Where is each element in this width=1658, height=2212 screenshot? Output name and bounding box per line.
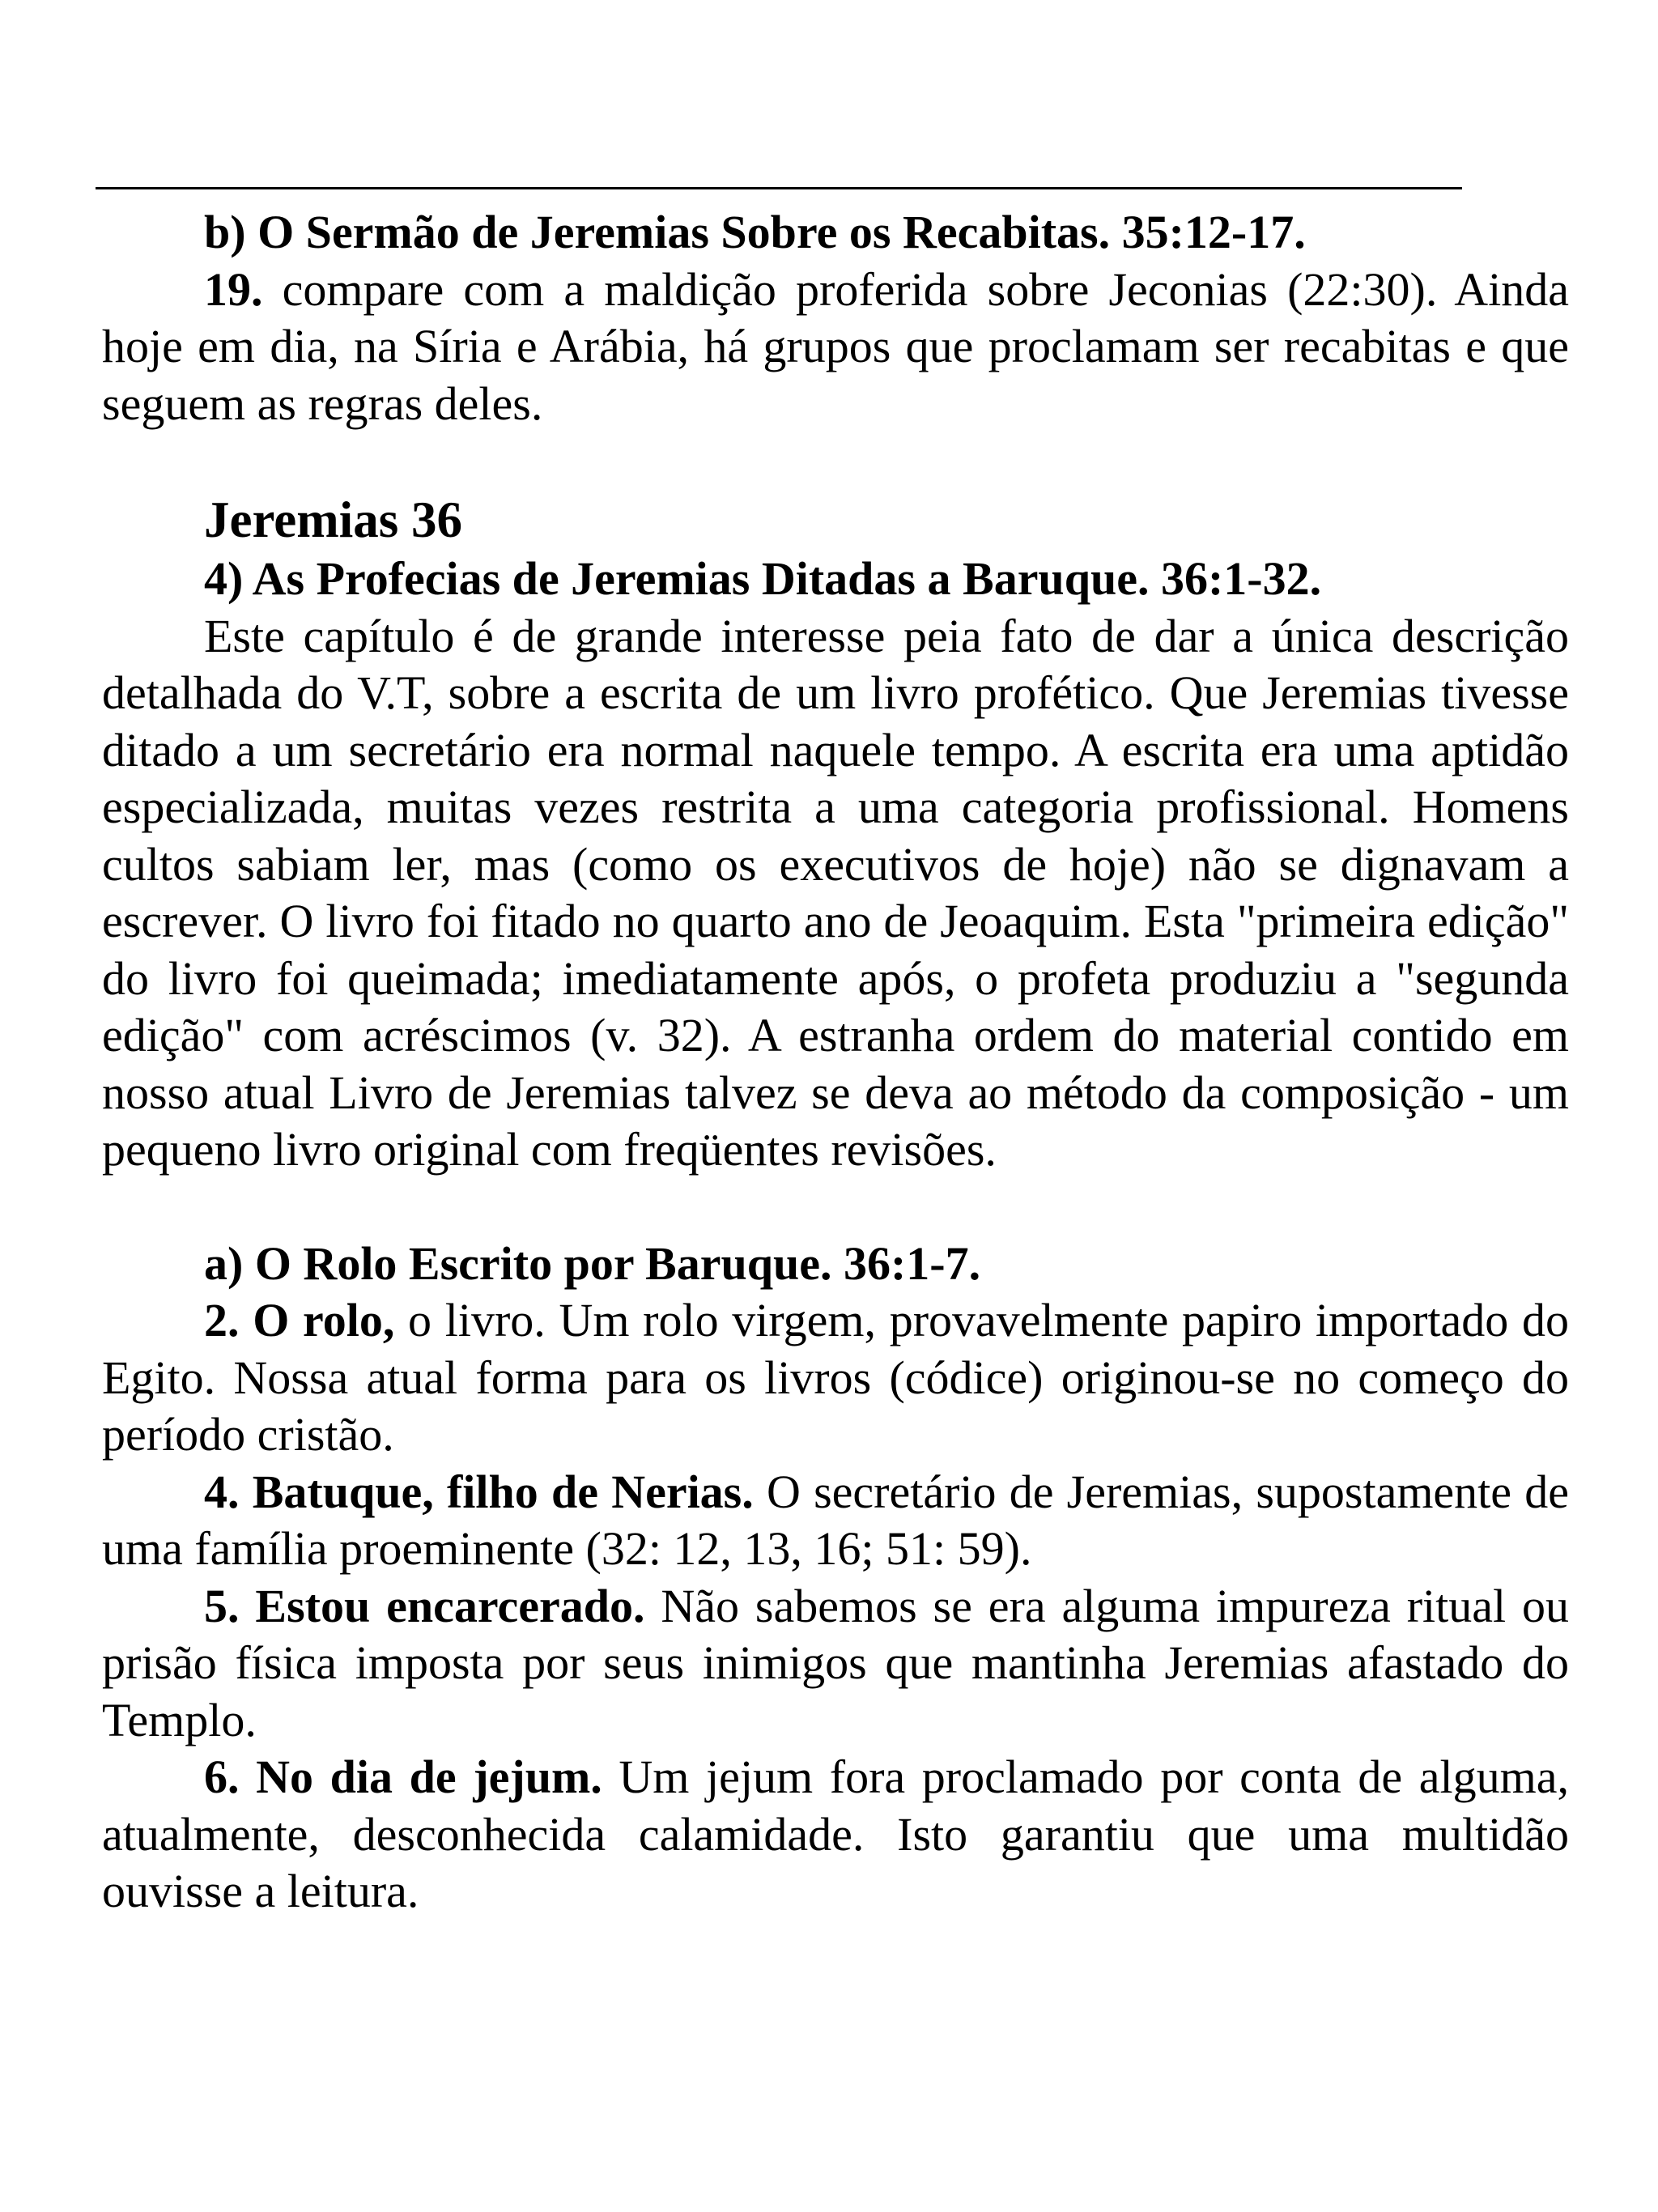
- verse-19-paragraph: [102, 262, 1569, 433]
- verse-paragraph: [102, 1292, 1569, 1464]
- section-heading-b: b) O Sermão de Jeremias Sobre os Recabitas. 35:12-17.: [204, 206, 1306, 258]
- verse-text: Um jejum fora proclamado por conta de alguma, atualmente, desconhecida calamidade. Isto garantiu que uma multidão ouvisse a leitura.: [102, 1750, 1569, 1917]
- chapter-intro-paragraph: Este capítulo é de grande interesse peia fato de dar a única descrição detalhada do V.T, sobre a escrita de um livro profético. Que Jeremias tivesse ditado a um secretário era normal naquele tempo. A escrita era uma aptidão especializada, muitas vezes restrita a uma categoria profissional. Homens cultos sabiam ler, mas (como os executivos de hoje) não se dignavam a escrever. O livro foi fitado no quarto ano de Jeoaquim. Esta "primeira edição" do livro foi queimada; imediatamente após, o profeta produziu a "segunda edição" com acréscimos (v. 32). A estranha ordem do material contido em nosso atual Livro de Jeremias talvez se deva ao método da composição - um pequeno livro original com freqüentes revisões.: [102, 609, 1569, 1176]
- chapter-subheading: 4) As Profecias de Jeremias Ditadas a Baruque. 36:1-32.: [204, 552, 1322, 605]
- verse-label: 4. Batuque, filho de Nerias.: [204, 1465, 754, 1518]
- section-heading-a: a) O Rolo Escrito por Baruque. 36:1-7.: [204, 1236, 981, 1290]
- verse-paragraph: [102, 1464, 1569, 1578]
- header-rule: [96, 187, 1462, 189]
- page-body: [102, 204, 1569, 1921]
- verse-text: o livro. Um rolo virgem, provavelmente papiro importado do Egito. Nossa atual forma para os livros (códice) originou-se no começo do período cristão.: [102, 1294, 1569, 1461]
- verse-label: 5. Estou encarcerado.: [204, 1579, 645, 1632]
- verse-paragraph: [102, 1749, 1569, 1921]
- verse-19-text: compare com a maldição proferida sobre Jeconias (22:30). Ainda hoje em dia, na Síria e Arábia, há grupos que proclamam ser recabitas e que seguem as regras deles.: [102, 262, 1569, 430]
- verse-label: 6. No dia de jejum.: [204, 1750, 602, 1803]
- verse-label: 2. O rolo,: [204, 1294, 395, 1346]
- verse-19-label: 19.: [204, 262, 263, 316]
- verse-text: O secretário de Jeremias, supostamente de uma família proeminente (32: 12, 13, 16; 51: 59).: [102, 1465, 1570, 1575]
- verse-text: Não sabemos se era alguma impureza ritual ou prisão física imposta por seus inimigos que mantinha Jeremias afastado do Templo.: [102, 1579, 1569, 1746]
- chapter-title: Jeremias 36: [204, 491, 462, 548]
- spacer: [102, 432, 1569, 489]
- verse-paragraph: [102, 1578, 1569, 1750]
- spacer: [102, 1179, 1569, 1236]
